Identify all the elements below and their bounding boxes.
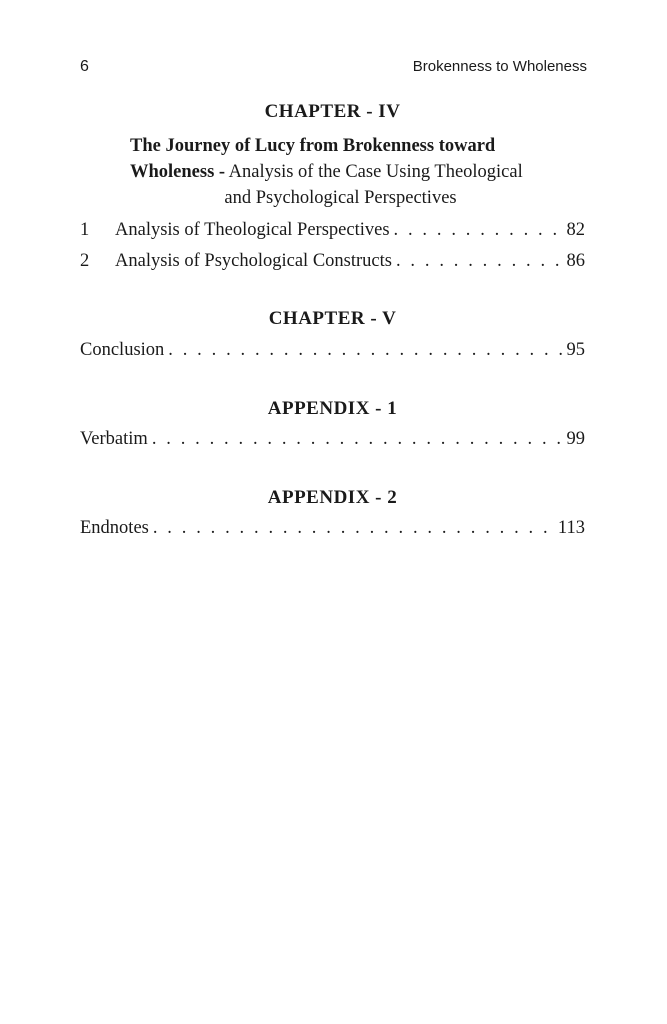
toc-leader-dots — [153, 518, 554, 539]
toc-entry-title: Endnotes — [80, 518, 149, 538]
subtitle-bold-line-2: Wholeness - — [130, 162, 226, 182]
toc-entry-title: Conclusion — [80, 340, 165, 360]
toc-entry-page: 86 — [566, 251, 585, 271]
toc-leader-dots — [394, 220, 563, 241]
subtitle-bold-line-1: The Journey of Lucy from Brokenness toward — [130, 136, 496, 156]
toc-entry-title: Analysis of Theological Perspectives — [115, 220, 390, 240]
toc-entry-number: 2 — [80, 251, 90, 271]
toc-entry-page: 82 — [566, 220, 585, 240]
toc-entry-page: 113 — [557, 518, 585, 538]
appendix-2-heading: APPENDIX - 2 — [267, 487, 398, 508]
appendix-1-heading: APPENDIX - 1 — [267, 398, 398, 419]
chapter-v-heading: CHAPTER - V — [268, 308, 397, 329]
running-head: Brokenness to Wholeness — [412, 58, 587, 75]
toc-entry[interactable] — [80, 518, 585, 542]
toc-entry-title: Analysis of Psychological Constructs — [115, 251, 392, 271]
chapter-iv-heading: CHAPTER - IV — [264, 101, 401, 122]
toc-entry[interactable] — [80, 220, 585, 244]
toc-leader-dots — [396, 251, 563, 272]
subtitle-line-2-rest: Analysis of the Case Using Theological — [225, 162, 523, 182]
toc-leader-dots — [168, 340, 562, 361]
chapter-iv-subtitle — [130, 133, 585, 211]
page-number: 6 — [80, 58, 89, 75]
toc-entry-page: 99 — [566, 429, 585, 449]
toc-entry[interactable] — [80, 340, 585, 364]
toc-entry[interactable] — [80, 429, 585, 453]
toc-entry-number: 1 — [80, 220, 90, 240]
toc-entry[interactable] — [80, 251, 585, 275]
toc-entry-title: Verbatim — [80, 429, 148, 449]
subtitle-line-3: and Psychological Perspectives — [224, 188, 457, 208]
toc-leader-dots — [152, 429, 563, 450]
toc-entry-page: 95 — [566, 340, 585, 360]
